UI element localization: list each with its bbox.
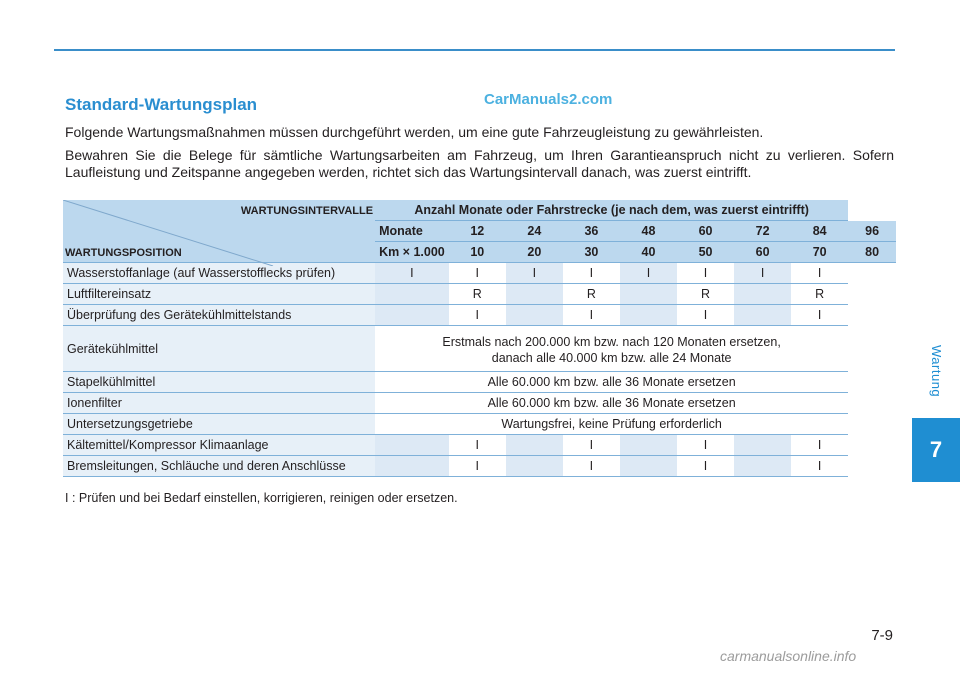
table-row <box>63 456 896 477</box>
table-row <box>63 326 896 372</box>
section-tab-label: Wartung <box>929 345 944 398</box>
schedule-cell <box>506 456 563 477</box>
schedule-cell: I <box>734 263 791 284</box>
schedule-cell: I <box>791 305 848 326</box>
km-row-value: 70 <box>791 242 848 263</box>
months-row-value: 72 <box>734 221 791 242</box>
section-title: Standard-Wartungsplan <box>65 95 258 114</box>
watermark-bottom: carmanualsonline.info <box>720 648 857 664</box>
row-label: Luftfiltereinsatz <box>63 284 375 305</box>
schedule-cell <box>620 305 677 326</box>
row-label: Gerätekühlmittel <box>63 326 375 372</box>
schedule-cell: I <box>449 263 506 284</box>
months-row-value: 84 <box>791 221 848 242</box>
schedule-span-cell <box>375 372 848 393</box>
table-row <box>63 435 896 456</box>
schedule-cell: I <box>563 435 620 456</box>
footnote: I : Prüfen und bei Bedarf einstellen, korrigieren, reinigen oder ersetzen. <box>65 491 458 505</box>
table-row <box>63 305 896 326</box>
schedule-span-cell <box>375 326 848 372</box>
schedule-span-cell <box>375 393 848 414</box>
schedule-cell: I <box>677 435 734 456</box>
row-label: Wasserstoffanlage (auf Wasserstofflecks prüfen) <box>63 263 375 284</box>
km-row-value: 20 <box>506 242 563 263</box>
row-label: Untersetzungsgetriebe <box>63 414 375 435</box>
schedule-cell <box>506 435 563 456</box>
schedule-cell: I <box>677 305 734 326</box>
schedule-cell: I <box>677 263 734 284</box>
km-row-value: 40 <box>620 242 677 263</box>
schedule-cell: I <box>620 263 677 284</box>
months-row-value: 60 <box>677 221 734 242</box>
schedule-cell <box>375 284 449 305</box>
months-row-value: 24 <box>506 221 563 242</box>
schedule-cell <box>506 284 563 305</box>
table-row <box>63 372 896 393</box>
schedule-cell: I <box>506 263 563 284</box>
table-header: Anzahl Monate oder Fahrstrecke (je nach dem, was zuerst eintrifft) <box>375 200 848 221</box>
top-rule <box>54 49 895 51</box>
schedule-cell <box>620 284 677 305</box>
months-row-value: 48 <box>620 221 677 242</box>
months-row-value: 36 <box>563 221 620 242</box>
watermark-top: CarManuals2.com <box>484 91 613 108</box>
schedule-span-text: Alle 60.000 km bzw. alle 36 Monate ersetzen <box>487 396 736 410</box>
table-row <box>63 284 896 305</box>
schedule-cell: I <box>563 305 620 326</box>
row-label: Ionenfilter <box>63 393 375 414</box>
km-row-value: 10 <box>449 242 506 263</box>
schedule-span-text: Alle 60.000 km bzw. alle 36 Monate ersetzen <box>487 375 736 389</box>
schedule-span-cell <box>375 414 848 435</box>
schedule-cell <box>734 305 791 326</box>
km-row-value: 80 <box>848 242 896 263</box>
schedule-cell: R <box>677 284 734 305</box>
row-label: Kältemittel/Kompressor Klimaanlage <box>63 435 375 456</box>
schedule-cell: I <box>375 263 449 284</box>
schedule-cell: R <box>791 284 848 305</box>
schedule-cell <box>620 435 677 456</box>
table-corner-cell <box>63 200 375 263</box>
schedule-cell: I <box>563 263 620 284</box>
row-label: Überprüfung des Gerätekühlmittelstands <box>63 305 375 326</box>
months-row-value: 96 <box>848 221 896 242</box>
schedule-cell <box>734 435 791 456</box>
schedule-cell: I <box>791 435 848 456</box>
table-row <box>63 393 896 414</box>
page-number: 7-9 <box>871 627 893 644</box>
km-row-value: 30 <box>563 242 620 263</box>
corner-label-intervals: WARTUNGSINTERVALLE <box>240 205 374 217</box>
schedule-span-text-2: danach alle 40.000 km bzw. alle 24 Monate <box>491 351 732 365</box>
months-row-label: Monate <box>375 221 449 242</box>
schedule-cell: I <box>791 263 848 284</box>
schedule-cell: I <box>449 435 506 456</box>
months-row-value: 12 <box>449 221 506 242</box>
schedule-cell <box>375 435 449 456</box>
section-tab-number: 7 <box>912 418 960 482</box>
schedule-cell <box>620 456 677 477</box>
schedule-cell <box>734 284 791 305</box>
km-row-label: Km × 1.000 <box>375 242 449 263</box>
row-label: Stapelkühlmittel <box>63 372 375 393</box>
schedule-cell <box>375 456 449 477</box>
schedule-cell: I <box>677 456 734 477</box>
schedule-cell: I <box>449 456 506 477</box>
schedule-cell: I <box>791 456 848 477</box>
corner-label-positions: WARTUNGSPOSITION <box>65 247 182 259</box>
schedule-span-text: Wartungsfrei, keine Prüfung erforderlich <box>501 417 722 431</box>
km-row-value: 60 <box>734 242 791 263</box>
schedule-cell <box>375 305 449 326</box>
schedule-cell: R <box>449 284 506 305</box>
maintenance-schedule-table <box>63 200 896 477</box>
schedule-cell: R <box>563 284 620 305</box>
schedule-span-text: Erstmals nach 200.000 km bzw. nach 120 Monaten ersetzen, <box>442 335 781 349</box>
schedule-cell: I <box>449 305 506 326</box>
schedule-cell <box>506 305 563 326</box>
schedule-cell <box>734 456 791 477</box>
km-row-value: 50 <box>677 242 734 263</box>
schedule-cell: I <box>563 456 620 477</box>
table-row <box>63 414 896 435</box>
intro-paragraph-1: Folgende Wartungsmaßnahmen müssen durchgeführt werden, um eine gute Fahrzeugleistung zu gewährleisten. <box>65 124 764 140</box>
intro-paragraph-2: Bewahren Sie die Belege für sämtliche Wartungsarbeiten am Fahrzeug, um Ihren Garantieanspruch nicht zu verlieren. Sofern Laufleistung und Zeitspanne angegeben werden, richtet sich das Wartungsintervall danach, was zuerst eintrifft. <box>65 147 894 180</box>
row-label: Bremsleitungen, Schläuche und deren Anschlüsse <box>63 456 375 477</box>
